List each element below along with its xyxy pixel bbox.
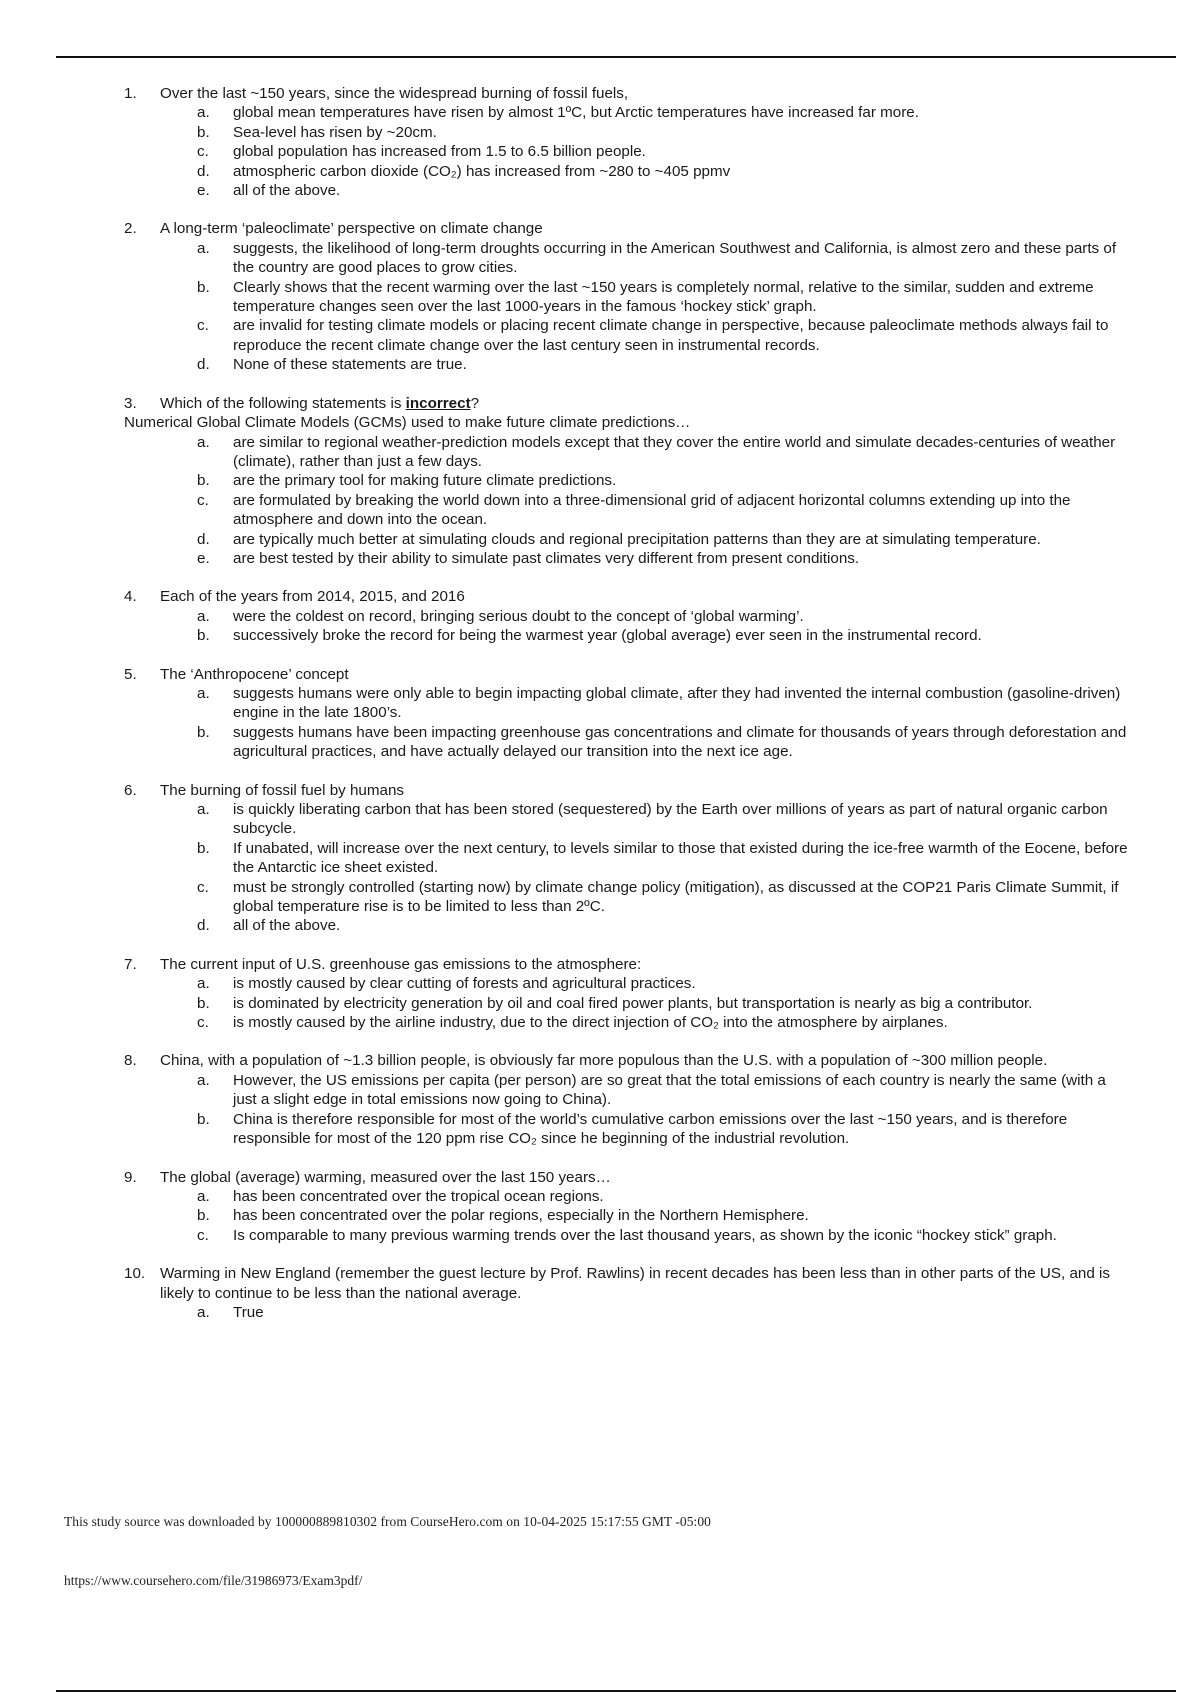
question-2 xyxy=(0,219,1200,374)
option-b xyxy=(0,626,1133,645)
option-text: Sea-level has risen by ~20cm. xyxy=(233,123,437,141)
source-url[interactable]: https://www.coursehero.com/file/31986973/Exam3pdf/ xyxy=(64,1573,363,1588)
option-d xyxy=(0,162,1133,181)
option-text: all of the above. xyxy=(233,182,341,200)
option-text: suggests humans have been impacting greenhouse gas concentrations and climate for thousands of years through deforestation and agricultural practices, and have actually delayed our transition into the next ice age. xyxy=(233,723,1127,761)
option-text: must be strongly controlled (starting now) by climate change policy (mitigation), as discussed at the COP21 Paris Climate Summit, if global temperature rise is to be limited to less than 2ºC. xyxy=(233,878,1119,916)
option-letter: b. xyxy=(197,123,210,141)
option-letter: b. xyxy=(197,278,210,296)
option-letter: b. xyxy=(197,994,210,1012)
question-stem xyxy=(0,665,1130,684)
option-letter: e. xyxy=(197,182,210,200)
option-text: are similar to regional weather-prediction models except that they cover the entire world and simulate decades-centuries of weather (climate), rather than just a few days. xyxy=(233,433,1116,470)
question-number: 9. xyxy=(124,1168,137,1186)
option-letter: b. xyxy=(197,839,210,857)
question-stem xyxy=(0,1264,1130,1303)
question-text: Warming in New England (remember the guest lecture by Prof. Rawlins) in recent decades has been less than in other parts of the US, and is likely to continue to be less than the national average. xyxy=(160,1265,1110,1302)
option-text: global population has increased from 1.5 to 6.5 billion people. xyxy=(233,143,646,161)
top-rule xyxy=(56,56,1176,58)
question-text: The current input of U.S. greenhouse gas emissions to the atmosphere: xyxy=(160,955,642,973)
option-text: are invalid for testing climate models or placing recent climate change in perspective, because paleoclimate methods always fail to reproduce the recent climate change over the last century seen in instrumental records. xyxy=(233,317,1109,354)
option-letter: c. xyxy=(197,1226,209,1244)
question-stem xyxy=(0,219,1130,238)
option-d xyxy=(0,530,1133,549)
question-text: The global (average) warming, measured over the last 150 years… xyxy=(160,1168,611,1186)
question-number: 3. xyxy=(124,394,137,412)
option-letter: a. xyxy=(197,104,210,122)
question-number: 8. xyxy=(124,1052,137,1070)
option-c xyxy=(0,1226,1133,1245)
option-c xyxy=(0,142,1133,161)
option-text: are typically much better at simulating clouds and regional precipitation patterns than they are at simulating temperature. xyxy=(233,530,1041,548)
option-text: However, the US emissions per capita (per person) are so great that the total emissions of each country is nearly the same (with a just a slight edge in total emissions now going to China). xyxy=(233,1071,1106,1109)
option-letter: b. xyxy=(197,1207,210,1225)
question-text: A long-term ‘paleoclimate’ perspective on climate change xyxy=(160,220,543,238)
option-text: has been concentrated over the polar regions, especially in the Northern Hemisphere. xyxy=(233,1207,809,1225)
question-number: 4. xyxy=(124,588,137,606)
option-letter: c. xyxy=(197,143,209,161)
emphasis-word: incorrect xyxy=(405,394,471,412)
question-text: The burning of fossil fuel by humans xyxy=(160,781,404,799)
option-letter: b. xyxy=(197,472,210,490)
question-text: Over the last ~150 years, since the widespread burning of fossil fuels, xyxy=(160,85,629,102)
bottom-rule xyxy=(56,1690,1176,1692)
option-letter: a. xyxy=(197,433,210,451)
option-text: suggests humans were only able to begin impacting global climate, after they had invented the internal combustion (gasoline-driven) engine in the late 1800’s. xyxy=(233,684,1121,722)
option-a xyxy=(0,974,1133,993)
option-text: suggests, the likelihood of long-term droughts occurring in the American Southwest and California, is almost zero and these parts of the country are good places to grow cities. xyxy=(233,239,1117,277)
option-text: Clearly shows that the recent warming over the last ~150 years is completely normal, relative to the similar, sudden and extreme temperature changes seen over the last 1000-years in the famous ‘hockey stick’ graph. xyxy=(233,278,1094,316)
option-text: None of these statements are true. xyxy=(233,356,467,374)
option-text: China is therefore responsible for most of the world’s cumulative carbon emissions over the last ~150 years, and is therefore responsible for most of the 120 ppm rise CO₂ since he beginning of the industrial revolution. xyxy=(233,1110,1068,1148)
question-preface: Numerical Global Climate Models (GCMs) used to make future climate predictions… xyxy=(124,414,691,432)
option-a xyxy=(0,433,1133,472)
option-text: is mostly caused by the airline industry, due to the direct injection of CO₂ into the atmosphere by airplanes. xyxy=(233,1014,948,1032)
option-letter: a. xyxy=(197,975,210,993)
option-a xyxy=(0,1071,1133,1110)
option-a xyxy=(0,684,1133,723)
option-letter: c. xyxy=(197,878,209,896)
option-d xyxy=(0,916,1133,935)
option-text: global mean temperatures have risen by almost 1ºC, but Arctic temperatures have increased far more. xyxy=(233,104,919,122)
option-letter: c. xyxy=(197,1014,209,1032)
option-b xyxy=(0,723,1133,762)
question-8 xyxy=(0,1051,1200,1148)
option-text: has been concentrated over the tropical ocean regions. xyxy=(233,1187,604,1205)
question-number: 2. xyxy=(124,220,137,238)
option-b xyxy=(0,839,1133,878)
question-text: Each of the years from 2014, 2015, and 2016 xyxy=(160,588,465,606)
option-letter: a. xyxy=(197,684,210,702)
question-text-end: ? xyxy=(470,394,480,412)
question-1 xyxy=(0,84,1200,200)
option-a xyxy=(0,607,1133,626)
question-text: The ‘Anthropocene’ concept xyxy=(160,665,349,683)
option-b xyxy=(0,123,1133,142)
option-letter: c. xyxy=(197,317,209,335)
option-letter: d. xyxy=(197,162,210,180)
option-text: are formulated by breaking the world down into a three-dimensional grid of adjacent horizontal columns extending up into the atmosphere and down into the ocean. xyxy=(233,491,1071,529)
question-stem xyxy=(0,1051,1130,1070)
question-10 xyxy=(0,1264,1200,1322)
option-text: were the coldest on record, bringing serious doubt to the concept of ‘global warming’. xyxy=(233,607,804,625)
option-c xyxy=(0,1013,1133,1032)
option-b xyxy=(0,1110,1133,1149)
option-text: True xyxy=(233,1303,264,1321)
option-text: Is comparable to many previous warming trends over the last thousand years, as shown by the iconic “hockey stick” graph. xyxy=(233,1226,1057,1244)
option-letter: b. xyxy=(197,723,210,741)
option-e xyxy=(0,181,1133,200)
option-letter: a. xyxy=(197,1187,210,1205)
option-text: is quickly liberating carbon that has been stored (sequestered) by the Earth over millions of years as part of natural organic carbon subcycle. xyxy=(233,801,1108,838)
option-a xyxy=(0,103,1133,122)
option-letter: a. xyxy=(197,1071,210,1089)
option-text: is mostly caused by clear cutting of forests and agricultural practices. xyxy=(233,975,696,993)
option-c xyxy=(0,316,1133,355)
question-number: 6. xyxy=(124,781,137,799)
question-number: 5. xyxy=(124,665,137,683)
option-letter: b. xyxy=(197,1110,210,1128)
option-a xyxy=(0,1187,1133,1206)
question-stem xyxy=(0,1168,1130,1187)
option-c xyxy=(0,878,1133,917)
option-letter: d. xyxy=(197,356,210,374)
option-b xyxy=(0,994,1133,1013)
option-letter: d. xyxy=(197,530,210,548)
question-6 xyxy=(0,781,1200,936)
option-e xyxy=(0,549,1133,568)
question-3 xyxy=(0,394,1200,569)
question-text: China, with a population of ~1.3 billion people, is obviously far more populous than the U.S. with a population of ~300 million people. xyxy=(160,1052,1048,1070)
question-number: 10. xyxy=(124,1265,146,1283)
question-stem xyxy=(0,394,1130,413)
option-text: are best tested by their ability to simulate past climates very different from present conditions. xyxy=(233,549,860,567)
question-number: 1. xyxy=(124,85,137,102)
option-text: are the primary tool for making future climate predictions. xyxy=(233,472,617,490)
option-a xyxy=(0,800,1133,839)
option-a xyxy=(0,239,1133,278)
option-b xyxy=(0,278,1133,317)
option-text: all of the above. xyxy=(233,917,341,935)
exam-page xyxy=(0,84,1200,1341)
option-letter: d. xyxy=(197,917,210,935)
question-stem xyxy=(0,84,1130,103)
option-letter: a. xyxy=(197,1303,210,1321)
question-7 xyxy=(0,955,1200,1033)
question-5 xyxy=(0,665,1200,762)
option-letter: a. xyxy=(197,607,210,625)
option-text: atmospheric carbon dioxide (CO₂) has increased from ~280 to ~405 ppmv xyxy=(233,162,731,180)
option-letter: a. xyxy=(197,801,210,818)
option-b xyxy=(0,1206,1133,1225)
option-d xyxy=(0,355,1133,374)
question-text: Which of the following statements is xyxy=(160,394,406,412)
option-letter: b. xyxy=(197,627,210,645)
option-letter: e. xyxy=(197,549,210,567)
option-letter: c. xyxy=(197,491,209,509)
option-text: is dominated by electricity generation by oil and coal fired power plants, but transportation is nearly as big a contributor. xyxy=(233,994,1033,1012)
option-c xyxy=(0,491,1133,530)
question-4 xyxy=(0,587,1200,645)
option-b xyxy=(0,471,1133,490)
option-a xyxy=(0,1303,1133,1322)
option-letter: a. xyxy=(197,239,210,257)
question-9 xyxy=(0,1168,1200,1246)
download-source-notice: This study source was downloaded by 100000889810302 from CourseHero.com on 10-04-2025 15:17:55 GMT -05:00 xyxy=(64,1514,711,1529)
question-stem xyxy=(0,781,1130,800)
question-stem xyxy=(0,587,1130,606)
option-text: If unabated, will increase over the next century, to levels similar to those that existed during the ice-free warmth of the Eocene, before the Antarctic ice sheet existed. xyxy=(233,839,1128,877)
option-text: successively broke the record for being the warmest year (global average) ever seen in the instrumental record. xyxy=(233,627,982,645)
question-stem xyxy=(0,955,1130,974)
question-number: 7. xyxy=(124,955,137,973)
